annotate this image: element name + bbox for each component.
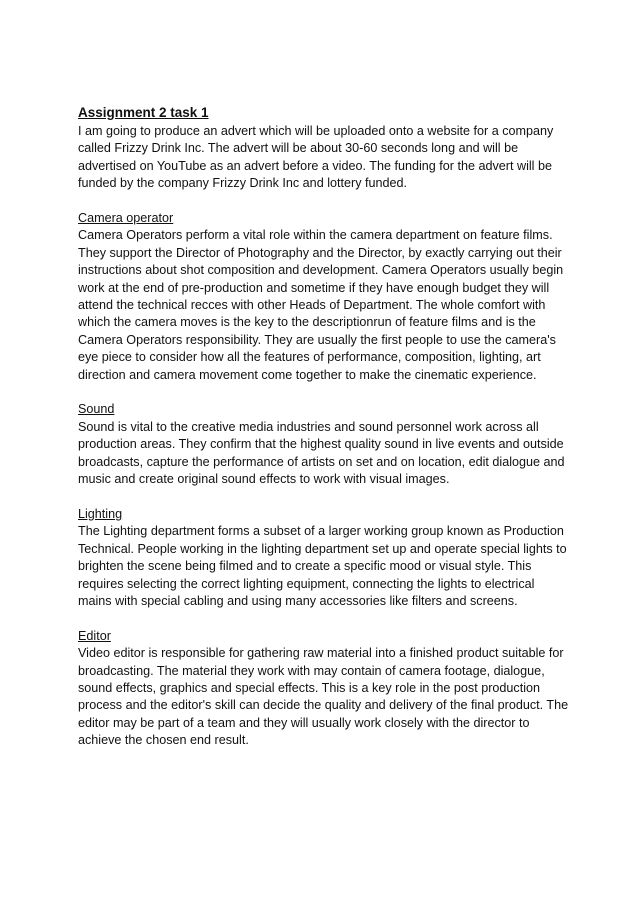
spacer — [78, 610, 570, 627]
spacer — [78, 489, 570, 506]
section-heading: Lighting — [78, 506, 123, 521]
section-heading: Camera operator — [78, 211, 174, 226]
document-title: Assignment 2 task 1 — [78, 105, 209, 120]
section-body: Sound is vital to the creative media industries and sound personnel work across all production areas. They confirm that the highest quality sound in live events and outside broadcasts, capture the performance of artists on set and on location, edit dialogue and music and create original sound effects to work with visual images. — [78, 419, 565, 487]
section-body: Camera Operators perform a vital role within the camera department on feature films. They support the Director of Photography and the Director, by exactly carrying out their instructions about shot composition and development. Camera Operators usually begin work at the end of pre-production and sometime if they have enough budget they will attend the technical recces with other Heads of Department. The whole comfort with which the camera moves is the key to the descriptionrun of feature films and is the Camera Operators responsibility. They are usually the first people to use the camera's eye piece to consider how all the features of performance, composition, lighting, art direction and camera movement come together to make the cinematic experience. — [78, 228, 564, 382]
spacer — [78, 193, 570, 210]
spacer — [78, 384, 570, 401]
section-camera-operator — [78, 210, 570, 384]
section-sound — [78, 401, 570, 488]
intro-paragraph: I am going to produce an advert which will be uploaded onto a website for a company called Frizzy Drink Inc. The advert will be about 30-60 seconds long and will be advertised on YouTube as an advert before a video. The funding for the advert will be funded by the company Frizzy Drink Inc and lottery funded. — [78, 124, 554, 191]
section-lighting — [78, 506, 570, 610]
section-body: The Lighting department forms a subset of a larger working group known as Production Technical. People working in the lighting department set up and operate special lights to brighten the scene being filmed and to create a specific mood or visual style. This requires selecting the correct lighting equipment, connecting the lights to electrical mains with special cabling and using many accessories like filters and screens. — [78, 524, 567, 608]
section-heading: Sound — [78, 402, 115, 417]
section-body: Video editor is responsible for gathering raw material into a finished product suitable for broadcasting. The material they work with may contain of camera footage, dialogue, sound effects, graphics and special effects. This is a key role in the post production process and the editor's skill can decide the quality and delivery of the final product. The editor may be part of a team and they will usually work closely with the director to achieve the chosen end result. — [78, 646, 569, 748]
section-heading: Editor — [78, 628, 111, 643]
document-page — [78, 103, 570, 750]
section-editor — [78, 628, 570, 750]
